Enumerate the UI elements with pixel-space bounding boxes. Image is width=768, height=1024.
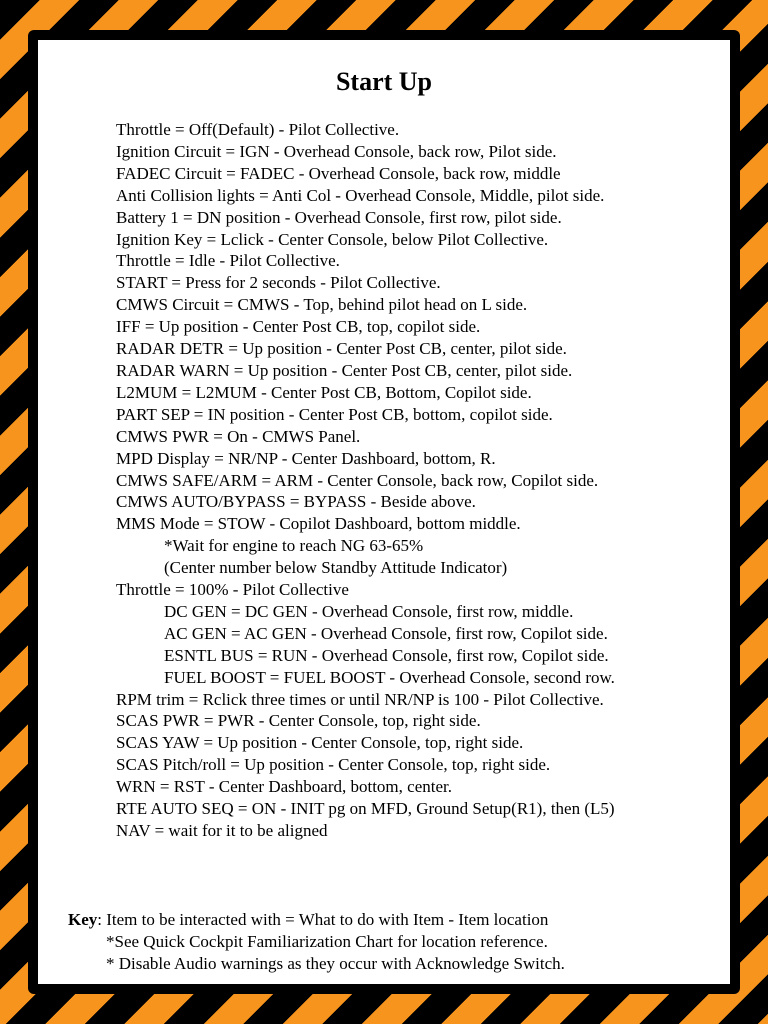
key-note: * Disable Audio warnings as they occur with Acknowledge Switch. — [106, 954, 565, 973]
step-item: NAV = wait for it to be aligned — [116, 821, 328, 840]
page-title: Start Up — [335, 67, 433, 96]
step-item: RADAR DETR = Up position - Center Post CB, center, pilot side. — [116, 339, 567, 359]
step-item: (Center number below Standby Attitude Indicator) — [164, 558, 508, 578]
key-line — [68, 909, 718, 931]
step-item: WRN = RST - Center Dashboard, bottom, center. — [116, 777, 452, 797]
step-item: CMWS PWR = On - CMWS Panel. — [116, 426, 361, 446]
step-item: ESNTL BUS = RUN - Overhead Console, first row, Copilot side. — [164, 645, 609, 665]
step-item: RTE AUTO SEQ = ON - INIT pg on MFD, Ground Setup(R1), then (L5) — [116, 799, 615, 819]
key-description: : Item to be interacted with = What to do with Item - Item location — [97, 910, 549, 929]
step-item: SCAS PWR = PWR - Center Console, top, right side. — [116, 711, 481, 731]
step-item: Anti Collision lights = Anti Col - Overhead Console, Middle, pilot side. — [116, 185, 605, 205]
step-item: FUEL BOOST = FUEL BOOST - Overhead Console, second row. — [164, 667, 615, 687]
step-item: Ignition Key = Lclick - Center Console, below Pilot Collective. — [116, 229, 549, 249]
step-item: DC GEN = DC GEN - Overhead Console, first row, middle. — [164, 601, 574, 621]
key-label: Key — [68, 910, 98, 929]
step-item: START = Press for 2 seconds - Pilot Collective. — [116, 273, 441, 293]
step-item: Throttle = Off(Default) - Pilot Collective. — [116, 120, 400, 139]
step-item: AC GEN = AC GEN - Overhead Console, first row, Copilot side. — [164, 623, 608, 643]
step-item: MPD Display = NR/NP - Center Dashboard, bottom, R. — [116, 448, 496, 468]
step-item: CMWS AUTO/BYPASS = BYPASS - Beside above. — [116, 492, 476, 512]
key-legend — [68, 909, 718, 975]
step-item: IFF = Up position - Center Post CB, top, copilot side. — [116, 317, 481, 337]
step-item: CMWS Circuit = CMWS - Top, behind pilot head on L side. — [116, 295, 528, 315]
step-item: SCAS YAW = Up position - Center Console, top, right side. — [116, 733, 524, 753]
step-item: RPM trim = Rclick three times or until NR/NP is 100 - Pilot Collective. — [116, 689, 604, 709]
step-item: Battery 1 = DN position - Overhead Console, first row, pilot side. — [116, 207, 562, 227]
step-item: Throttle = 100% - Pilot Collective — [116, 580, 349, 600]
startup-card — [38, 40, 730, 984]
step-item: MMS Mode = STOW - Copilot Dashboard, bottom middle. — [116, 514, 521, 534]
step-item: CMWS SAFE/ARM = ARM - Center Console, back row, Copilot side. — [116, 470, 599, 490]
key-note: *See Quick Cockpit Familiarization Chart for location reference. — [106, 932, 548, 951]
step-item: FADEC Circuit = FADEC - Overhead Console, back row, middle — [116, 163, 561, 183]
step-item: RADAR WARN = Up position - Center Post CB, center, pilot side. — [116, 360, 573, 380]
step-item: SCAS Pitch/roll = Up position - Center Console, top, right side. — [116, 755, 551, 775]
step-item: Throttle = Idle - Pilot Collective. — [116, 251, 340, 271]
step-item: *Wait for engine to reach NG 63-65% — [164, 536, 424, 556]
step-item: PART SEP = IN position - Center Post CB, bottom, copilot side. — [116, 404, 553, 424]
startup-steps-list — [116, 119, 716, 842]
step-item: L2MUM = L2MUM - Center Post CB, Bottom, Copilot side. — [116, 382, 532, 402]
step-item: Ignition Circuit = IGN - Overhead Console, back row, Pilot side. — [116, 141, 557, 161]
